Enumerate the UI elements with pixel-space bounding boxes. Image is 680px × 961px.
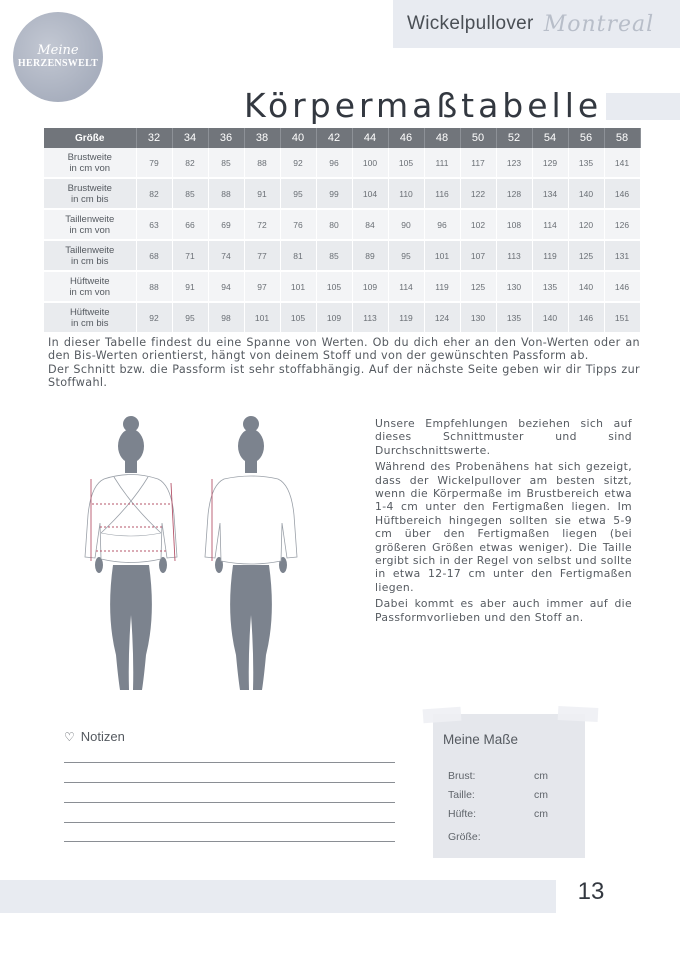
advice-text bbox=[375, 417, 632, 627]
pattern-title: Wickelpullover bbox=[407, 13, 534, 34]
table-header-cell: 50 bbox=[460, 128, 496, 148]
table-cell: 88 bbox=[244, 148, 280, 178]
table-cell: 82 bbox=[172, 148, 208, 178]
row-label bbox=[44, 240, 136, 271]
row-label-range: in cm von bbox=[69, 286, 111, 298]
table-cell: 109 bbox=[352, 271, 388, 302]
notes-line[interactable] bbox=[64, 822, 395, 823]
table-cell: 141 bbox=[604, 148, 640, 178]
intro-paragraph-2: Der Schnitt bzw. die Passform ist sehr stoffabhängig. Auf der nächste Seite geben wir dir Tipps zur Stoffwahl. bbox=[48, 362, 640, 390]
notes-line[interactable] bbox=[64, 841, 395, 842]
table-cell: 135 bbox=[496, 302, 532, 333]
table-cell: 94 bbox=[208, 271, 244, 302]
row-label-measure: Brustweite bbox=[67, 182, 112, 194]
row-label-measure: Taillenweite bbox=[65, 213, 115, 225]
notes-line[interactable] bbox=[64, 762, 395, 763]
pattern-subtitle: Montreal bbox=[543, 11, 655, 37]
table-cell: 74 bbox=[208, 240, 244, 271]
table-cell: 84 bbox=[352, 209, 388, 240]
row-label-range: in cm bis bbox=[71, 317, 109, 329]
table-cell: 130 bbox=[496, 271, 532, 302]
row-label bbox=[44, 271, 136, 302]
header-band bbox=[393, 0, 680, 48]
table-header-cell: 58 bbox=[604, 128, 640, 148]
table-cell: 100 bbox=[352, 148, 388, 178]
table-cell: 107 bbox=[460, 240, 496, 271]
table-cell: 80 bbox=[316, 209, 352, 240]
brand-logo bbox=[13, 12, 103, 102]
table-cell: 130 bbox=[460, 302, 496, 333]
row-label-measure: Hüftweite bbox=[69, 306, 110, 318]
table-cell: 96 bbox=[424, 209, 460, 240]
table-cell: 105 bbox=[280, 302, 316, 333]
table-cell: 129 bbox=[532, 148, 568, 178]
table-cell: 91 bbox=[244, 178, 280, 209]
table-cell: 68 bbox=[136, 240, 172, 271]
table-cell: 101 bbox=[424, 240, 460, 271]
hip-label: Hüfte: bbox=[448, 808, 477, 820]
table-cell: 77 bbox=[244, 240, 280, 271]
table-cell: 72 bbox=[244, 209, 280, 240]
heart-icon: ♡ bbox=[64, 730, 75, 744]
table-cell: 114 bbox=[532, 209, 568, 240]
table-row bbox=[44, 148, 640, 178]
table-header-cell: 52 bbox=[496, 128, 532, 148]
table-cell: 66 bbox=[172, 209, 208, 240]
table-cell: 71 bbox=[172, 240, 208, 271]
waist-label: Taille: bbox=[448, 789, 475, 801]
logo-line-1: Meine bbox=[37, 43, 79, 58]
table-cell: 101 bbox=[280, 271, 316, 302]
body-measurement-figures bbox=[76, 415, 306, 695]
table-cell: 116 bbox=[424, 178, 460, 209]
row-label-measure: Brustweite bbox=[67, 151, 112, 163]
intro-text bbox=[48, 336, 640, 390]
table-cell: 119 bbox=[532, 240, 568, 271]
table-cell: 113 bbox=[496, 240, 532, 271]
table-cell: 95 bbox=[388, 240, 424, 271]
table-cell: 99 bbox=[316, 178, 352, 209]
table-cell: 140 bbox=[568, 178, 604, 209]
table-header-cell: Größe bbox=[44, 128, 136, 148]
table-header-cell: 44 bbox=[352, 128, 388, 148]
tape-decoration bbox=[558, 706, 599, 722]
table-cell: 109 bbox=[316, 302, 352, 333]
notes-line[interactable] bbox=[64, 782, 395, 783]
table-row bbox=[44, 271, 640, 302]
card-title: Meine Maße bbox=[443, 732, 519, 747]
table-cell: 89 bbox=[352, 240, 388, 271]
table-cell: 92 bbox=[136, 302, 172, 333]
table-cell: 95 bbox=[280, 178, 316, 209]
table-cell: 135 bbox=[568, 148, 604, 178]
row-label bbox=[44, 209, 136, 240]
table-cell: 120 bbox=[568, 209, 604, 240]
table-cell: 81 bbox=[280, 240, 316, 271]
row-label bbox=[44, 178, 136, 209]
advice-paragraph-1: Unsere Empfehlungen beziehen sich auf dieses Schnittmuster und sind Durchschnittswerte. bbox=[375, 417, 632, 457]
table-cell: 128 bbox=[496, 178, 532, 209]
size-table bbox=[44, 128, 641, 334]
title-accent-band bbox=[606, 93, 680, 120]
notes-title: Notizen bbox=[80, 729, 125, 744]
table-row bbox=[44, 302, 640, 333]
row-label-measure: Taillenweite bbox=[65, 244, 115, 256]
back-figure bbox=[205, 416, 297, 690]
row-label-range: in cm von bbox=[69, 224, 111, 236]
table-cell: 102 bbox=[460, 209, 496, 240]
table-cell: 111 bbox=[424, 148, 460, 178]
row-label-range: in cm bis bbox=[71, 193, 109, 205]
page-number: 13 bbox=[577, 878, 605, 905]
table-cell: 105 bbox=[316, 271, 352, 302]
table-header-cell: 46 bbox=[388, 128, 424, 148]
table-cell: 104 bbox=[352, 178, 388, 209]
table-cell: 91 bbox=[172, 271, 208, 302]
table-cell: 117 bbox=[460, 148, 496, 178]
table-header-cell: 36 bbox=[208, 128, 244, 148]
size-label: Größe: bbox=[448, 831, 481, 843]
table-cell: 96 bbox=[316, 148, 352, 178]
table-cell: 131 bbox=[604, 240, 640, 271]
table-header-cell: 48 bbox=[424, 128, 460, 148]
table-cell: 123 bbox=[496, 148, 532, 178]
table-row bbox=[44, 178, 640, 209]
table-header-cell: 42 bbox=[316, 128, 352, 148]
table-cell: 126 bbox=[604, 209, 640, 240]
row-label bbox=[44, 302, 136, 333]
table-header-cell: 34 bbox=[172, 128, 208, 148]
table-cell: 140 bbox=[532, 302, 568, 333]
table-cell: 110 bbox=[388, 178, 424, 209]
page-title: Körpermaßtabelle bbox=[244, 86, 603, 125]
table-cell: 85 bbox=[172, 178, 208, 209]
table-cell: 125 bbox=[568, 240, 604, 271]
row-label-range: in cm bis bbox=[71, 255, 109, 267]
table-cell: 135 bbox=[532, 271, 568, 302]
table-cell: 119 bbox=[424, 271, 460, 302]
table-row bbox=[44, 240, 640, 271]
table-cell: 105 bbox=[388, 148, 424, 178]
table-cell: 140 bbox=[568, 271, 604, 302]
waist-unit: cm bbox=[534, 789, 548, 801]
table-cell: 85 bbox=[316, 240, 352, 271]
row-label bbox=[44, 148, 136, 178]
table-cell: 97 bbox=[244, 271, 280, 302]
notes-line[interactable] bbox=[64, 802, 395, 803]
notes-heading bbox=[64, 729, 125, 744]
row-label-measure: Hüftweite bbox=[69, 275, 110, 287]
logo-line-2: HERZENSWELT bbox=[17, 58, 99, 69]
table-cell: 151 bbox=[604, 302, 640, 333]
table-cell: 119 bbox=[388, 302, 424, 333]
chest-unit: cm bbox=[534, 770, 548, 782]
table-cell: 88 bbox=[136, 271, 172, 302]
table-cell: 76 bbox=[280, 209, 316, 240]
table-cell: 88 bbox=[208, 178, 244, 209]
row-label-range: in cm von bbox=[69, 162, 111, 174]
table-cell: 69 bbox=[208, 209, 244, 240]
table-row bbox=[44, 209, 640, 240]
table-cell: 114 bbox=[388, 271, 424, 302]
hip-unit: cm bbox=[534, 808, 548, 820]
table-header-cell: 54 bbox=[532, 128, 568, 148]
table-cell: 108 bbox=[496, 209, 532, 240]
table-cell: 146 bbox=[568, 302, 604, 333]
table-header-cell: 56 bbox=[568, 128, 604, 148]
table-header-cell: 38 bbox=[244, 128, 280, 148]
table-body bbox=[44, 148, 640, 333]
table-cell: 92 bbox=[280, 148, 316, 178]
table-cell: 82 bbox=[136, 178, 172, 209]
table-cell: 85 bbox=[208, 148, 244, 178]
table-header-cell: 32 bbox=[136, 128, 172, 148]
table-cell: 134 bbox=[532, 178, 568, 209]
table-cell: 90 bbox=[388, 209, 424, 240]
table-cell: 146 bbox=[604, 178, 640, 209]
table-header-cell: 40 bbox=[280, 128, 316, 148]
table-cell: 63 bbox=[136, 209, 172, 240]
table-cell: 95 bbox=[172, 302, 208, 333]
front-figure bbox=[85, 416, 177, 690]
chest-label: Brust: bbox=[448, 770, 476, 782]
intro-paragraph-1: In dieser Tabelle findest du eine Spanne von Werten. Ob du dich eher an den Von-Werten oder an den Bis-Werten orientierst, hängt von deinem Stoff und von der gewünschten Passform ab. bbox=[48, 336, 640, 363]
advice-paragraph-2: Während des Probenähens hat sich gezeigt, dass der Wickelpullover am besten sitzt, wenn die Körpermaße im Brustbereich etwa 1-4 cm unter den Fertigmaßen liegen. Im Hüftbereich hingegen sollten sie etwa 5-9 cm über den Fertigmaßen liegen (bei größeren Größen etwas weniger). Die Taille ergibt sich in der Regel von selbst und sollte in etwa 12-17 cm unter den Fertigmaßen liegen. bbox=[375, 460, 632, 594]
table-cell: 124 bbox=[424, 302, 460, 333]
advice-paragraph-3: Dabei kommt es aber auch immer auf die Passformvorlieben und den Stoff an. bbox=[375, 597, 632, 624]
table-cell: 113 bbox=[352, 302, 388, 333]
table-cell: 98 bbox=[208, 302, 244, 333]
footer-band bbox=[0, 880, 556, 913]
table-cell: 101 bbox=[244, 302, 280, 333]
table-cell: 125 bbox=[460, 271, 496, 302]
table-cell: 79 bbox=[136, 148, 172, 178]
table-cell: 146 bbox=[604, 271, 640, 302]
table-header-row bbox=[44, 128, 640, 148]
tape-decoration bbox=[423, 707, 462, 724]
table-cell: 122 bbox=[460, 178, 496, 209]
